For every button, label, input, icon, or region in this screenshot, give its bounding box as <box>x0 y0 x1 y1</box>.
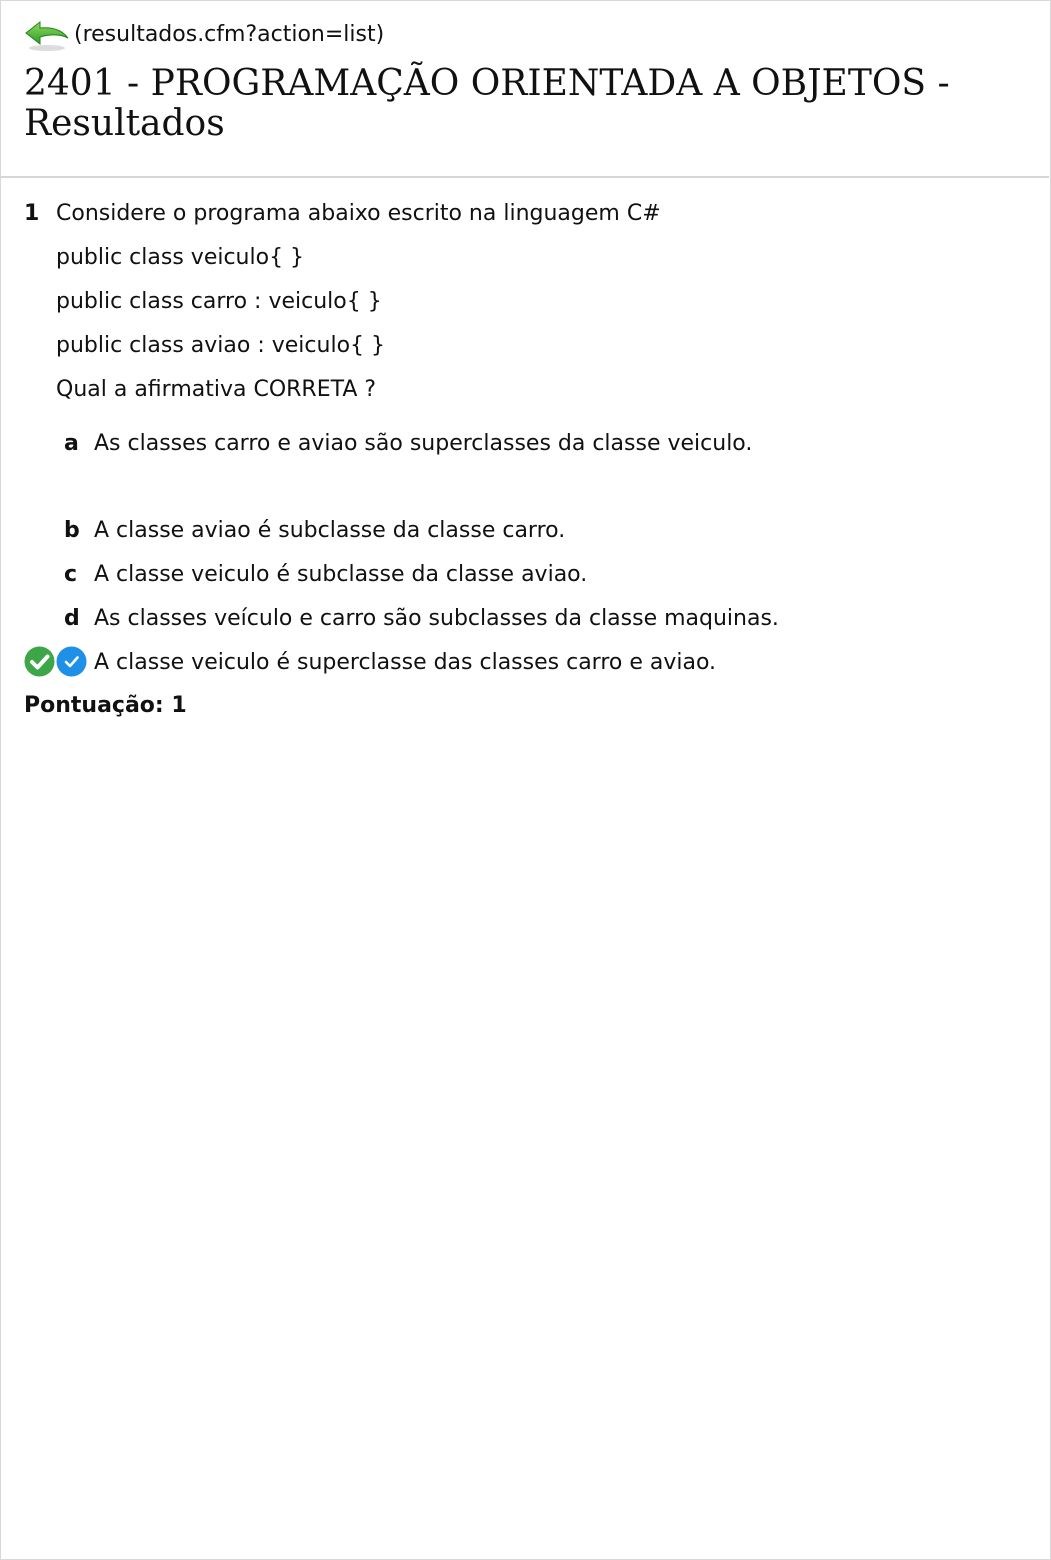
option-letter: c <box>64 561 78 587</box>
option-d <box>64 600 779 636</box>
option-text: A classe veiculo é subclasse da classe aviao. <box>94 561 588 587</box>
results-header <box>0 0 1049 178</box>
option-letter: d <box>64 605 80 631</box>
correct-answer-check-icon <box>24 646 55 677</box>
back-arrow-icon[interactable] <box>24 18 70 52</box>
option-letter: b <box>64 517 80 543</box>
page-title-line-1: 2401 - PROGRAMAÇÃO ORIENTADA A OBJETOS - <box>24 63 950 104</box>
option-b <box>64 512 565 548</box>
score-text: Pontuação: 1 <box>24 693 187 718</box>
back-to-results-list-link[interactable] <box>24 18 384 52</box>
option-letter: a <box>64 430 79 456</box>
option-text: As classes veículo e carro são subclasses da classe maquinas. <box>94 605 779 631</box>
selected-answer-check-icon <box>56 646 87 677</box>
page-title <box>24 64 950 144</box>
page-title-line-2: Resultados <box>24 103 225 144</box>
option-c <box>64 556 587 592</box>
question-code-line: public class aviao : veiculo{ } <box>56 333 386 358</box>
question-statement <box>56 196 661 416</box>
option-text: A classe aviao é subclasse da classe carro. <box>94 517 566 543</box>
question-code-line: public class veiculo{ } <box>56 245 305 270</box>
question-code-line: public class carro : veiculo{ } <box>56 289 382 314</box>
question-prompt: Qual a afirmativa CORRETA ? <box>56 377 377 402</box>
question-number: 1 <box>24 201 40 226</box>
option-text: As classes carro e aviao são superclasses da classe veiculo. <box>94 430 753 456</box>
back-link-text[interactable]: (resultados.cfm?action=list) <box>74 22 385 47</box>
option-text: A classe veiculo é superclasse das classes carro e aviao. <box>94 649 717 675</box>
question-line: Considere o programa abaixo escrito na linguagem C# <box>56 201 661 226</box>
answer-marks <box>24 646 87 677</box>
option-a <box>64 425 752 461</box>
option-e <box>64 644 716 680</box>
